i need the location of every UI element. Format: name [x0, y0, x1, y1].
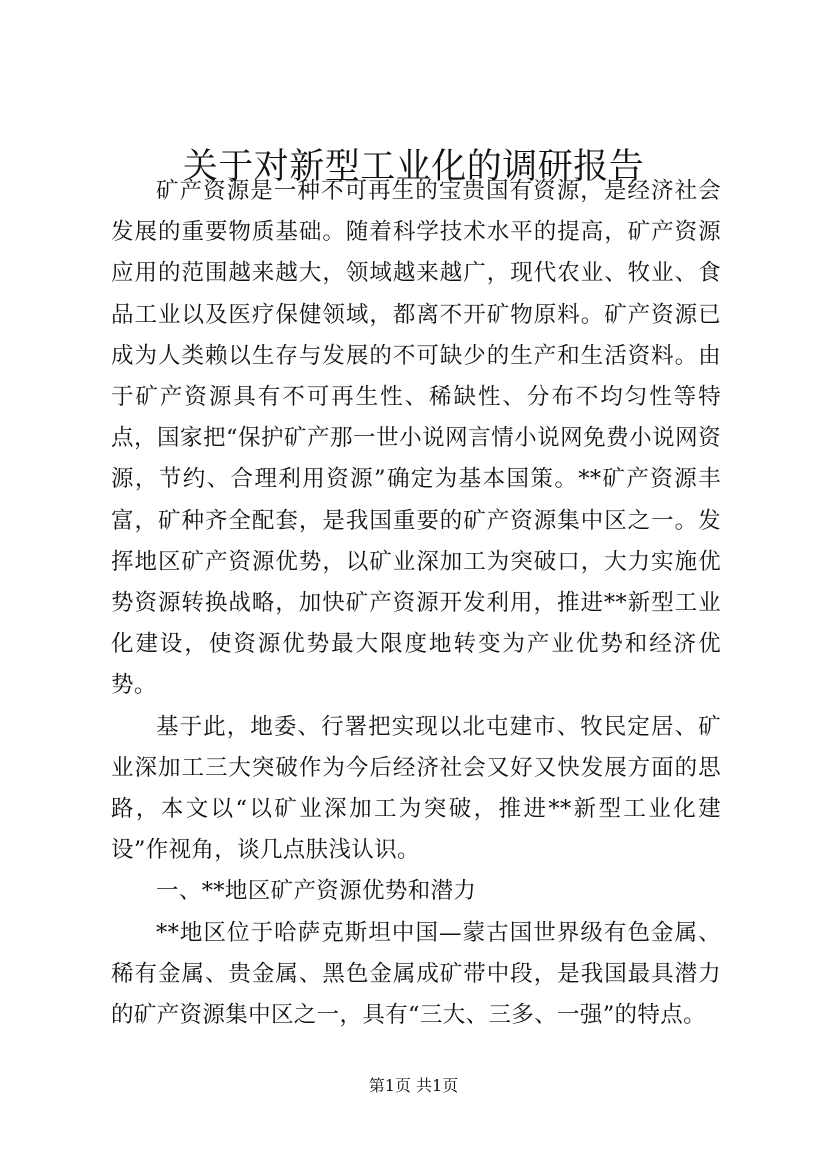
paragraph-section-one: **地区位于哈萨克斯坦中国—蒙古国世界级有色金属、稀有金属、贵金属、黑色金属成矿带中段，是我国最具潜力的矿产资源集中区之一，具有“三大、三多、一强”的特点。: [111, 919, 721, 1029]
document-body: [111, 171, 721, 1036]
page-footer: 第1页 共1页: [368, 1076, 459, 1095]
section-heading: 一、**地区矿产资源优势和潜力: [156, 878, 477, 905]
paragraph-basis: 基于此，地委、行署把实现以北屯建市、牧民定居、矿业深加工三大突破作为今后经济社会又好又快发展方面的思路，本文以“以矿业深加工为突破，推进**新型工业化建设”作视角，谈几点肤浅认识。: [111, 713, 721, 864]
document-title: 关于对新型工业化的调研报告: [182, 147, 645, 187]
paragraph-intro: 矿产资源是一种不可再生的宝贵国有资源，是经济社会发展的重要物质基础。随着科学技术水平的提高，矿产资源应用的范围越来越大，领域越来越广，现代农业、牧业、食品工业以及医疗保健领域，都离不开矿物原料。矿产资源已成为人类赖以生存与发展的不可缺少的生产和生活资料。由于矿产资源具有不可再生性、稀缺性、分布不均匀性等特点，国家把“保护矿产那一世小说网言情小说网免费小说网资源，节约、合理利用资源”确定为基本国策。**矿产资源丰富，矿种齐全配套，是我国重要的矿产资源集中区之一。发挥地区矿产资源优势，以矿业深加工为突破口，大力实施优势资源转换战略，加快矿产资源开发利用，推进**新型工业化建设，使资源优势最大限度地转变为产业优势和经济优势。: [111, 178, 721, 699]
